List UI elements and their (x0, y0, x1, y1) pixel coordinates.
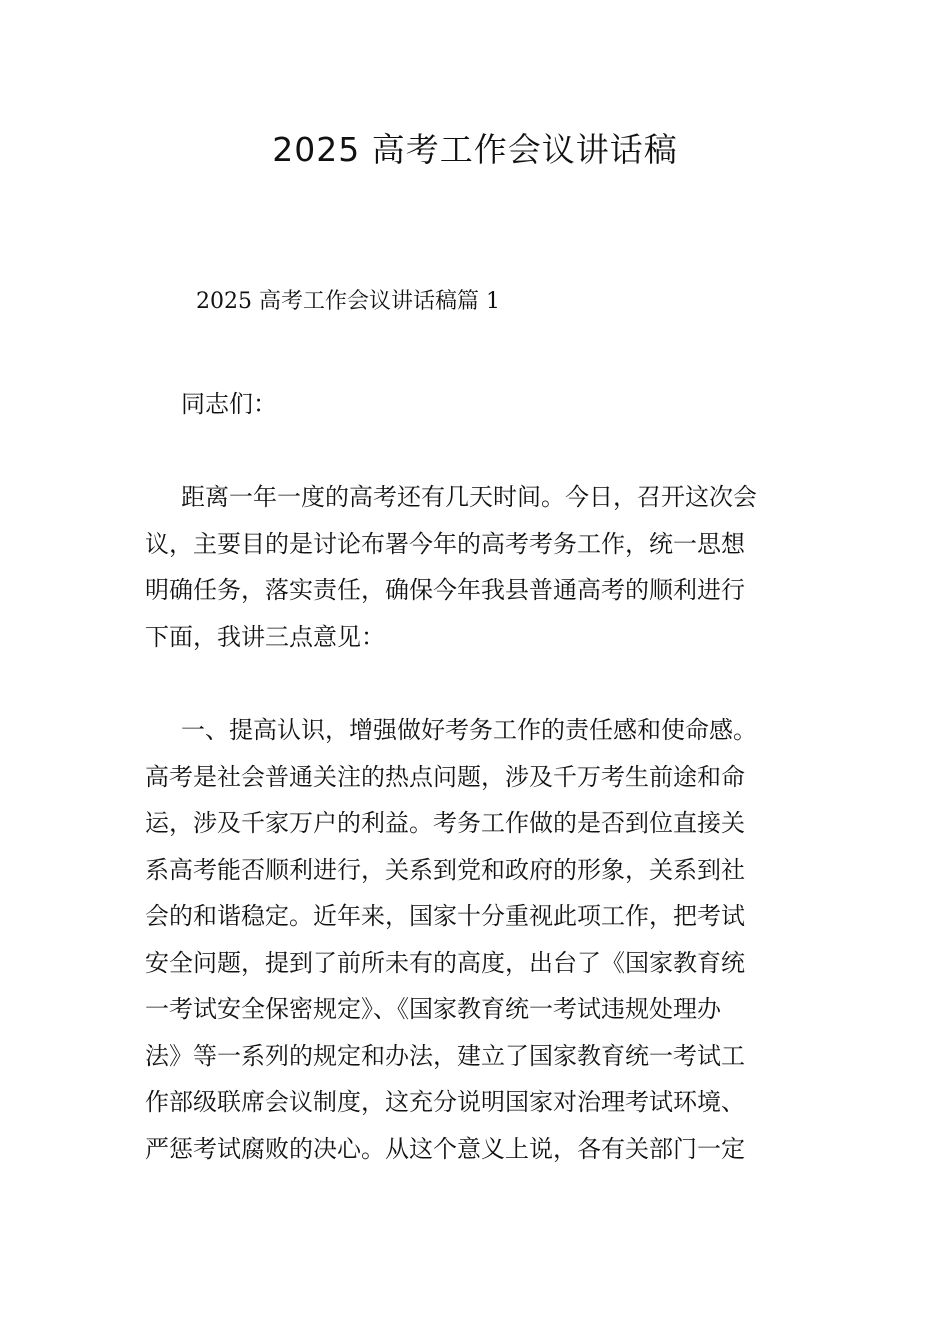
paragraph-line: 安全问题，提到了前所未有的高度，出台了《国家教育统 (145, 948, 745, 977)
paragraph-line: 运，涉及千家万户的利益。考务工作做的是否到位直接关 (145, 809, 745, 837)
document-title: 2025 高考工作会议讲话稿 (272, 130, 678, 169)
paragraph-line: 法》等一系列的规定和办法，建立了国家教育统一考试工 (145, 1041, 745, 1070)
paragraph-2 (145, 707, 810, 1172)
paragraph-line: 一、提高认识，增强做好考务工作的责任感和使命感。 (181, 716, 757, 744)
paragraph-line: 系高考能否顺利进行，关系到党和政府的形象，关系到社 (145, 855, 745, 884)
paragraph-line: 一考试安全保密规定》、《国家教育统一考试违规处理办 (145, 995, 721, 1023)
paragraph-1 (145, 474, 810, 660)
paragraph-line: 距离一年一度的高考还有几天时间。今日，召开这次会 (181, 483, 757, 511)
salutation (145, 381, 810, 428)
paragraph-line: 会的和谐稳定。近年来，国家十分重视此项工作，把考试 (145, 902, 745, 930)
paragraph-line: 议，主要目的是讨论布署今年的高考考务工作，统一思想 (145, 529, 745, 558)
paragraph-line: 作部级联席会议制度，这充分说明国家对治理考试环境、 (145, 1088, 745, 1116)
paragraph-line: 严惩考试腐败的决心。从这个意义上说，各有关部门一定 (145, 1134, 745, 1163)
paragraph-line: 高考是社会普通关注的热点问题，涉及千万考生前途和命 (145, 762, 745, 791)
paragraph-line: 明确任务，落实责任，确保今年我县普通高考的顺利进行 (145, 576, 745, 604)
paragraph-line: 下面，我讲三点意见： (145, 622, 385, 651)
section-heading: 2025 高考工作会议讲话稿篇 1 (196, 289, 500, 314)
salutation-text: 同志们： (181, 390, 277, 418)
